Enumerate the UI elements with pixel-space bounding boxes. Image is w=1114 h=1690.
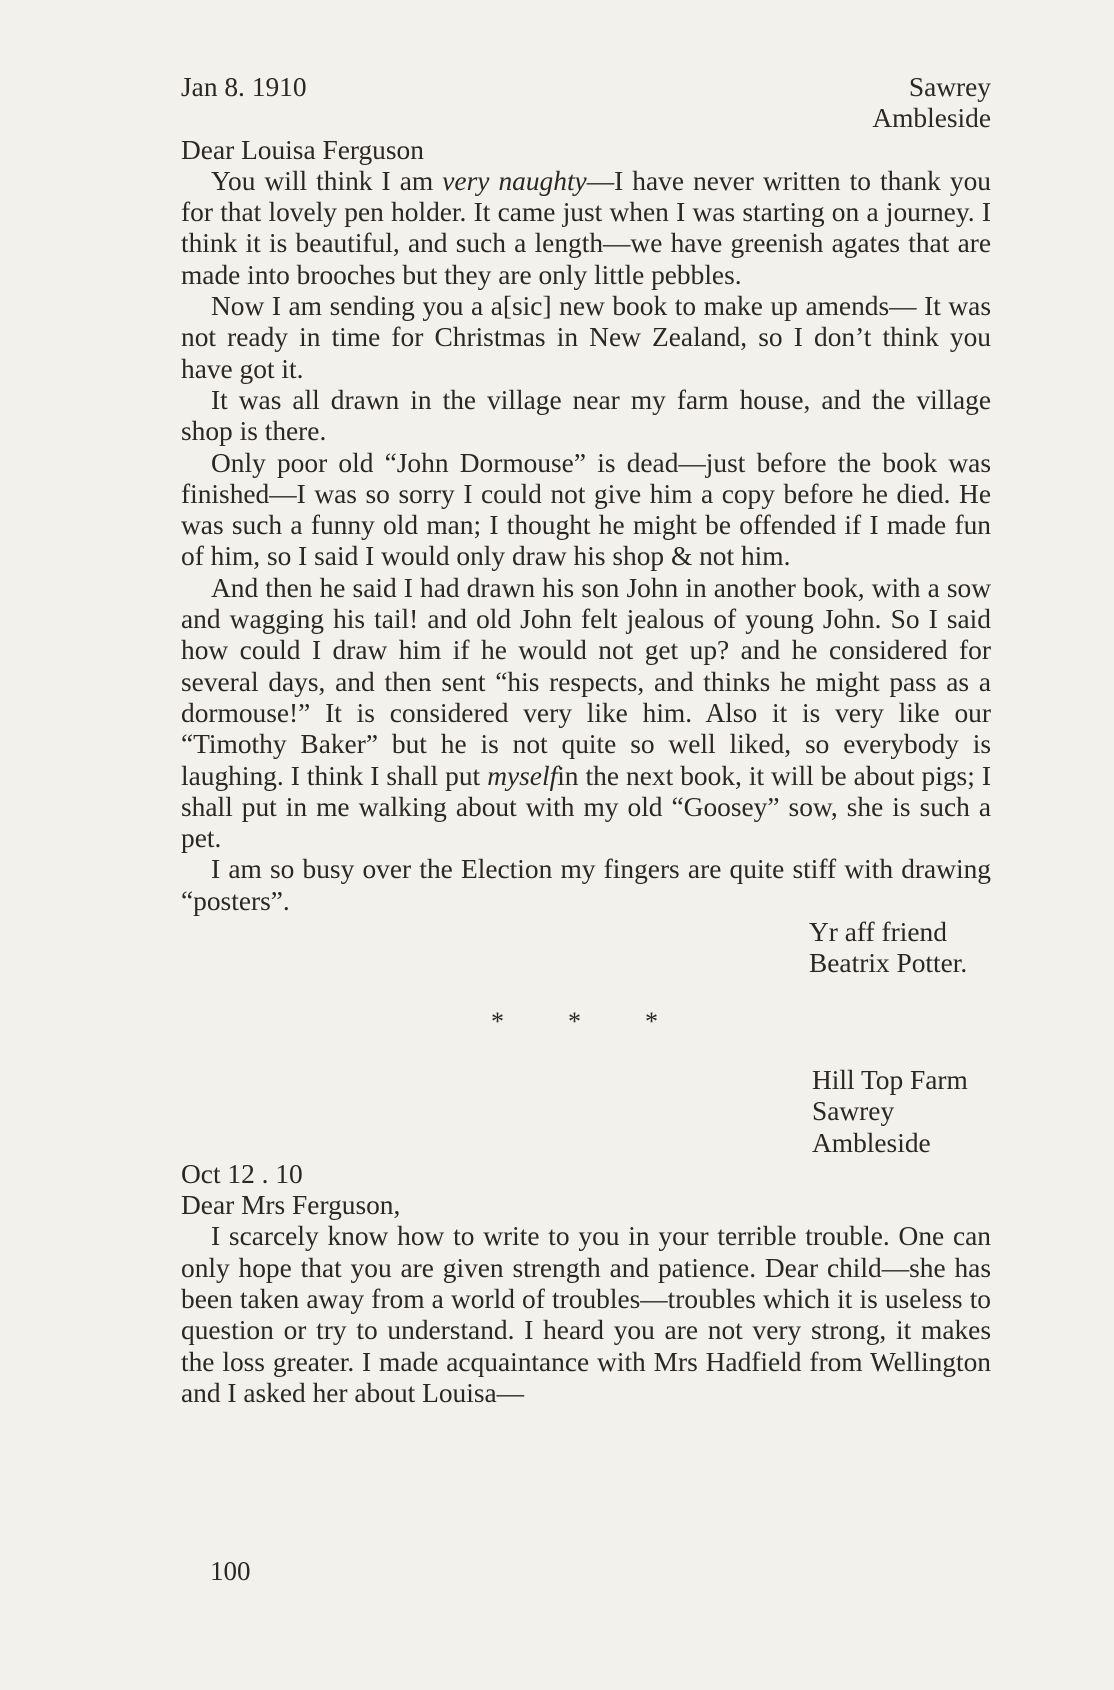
address-line: Sawrey [812,1096,895,1127]
address-line: Ambleside [812,1127,931,1158]
letter2-salutation: Dear Mrs Ferguson, [181,1190,401,1221]
letter1-salutation: Dear Louisa Ferguson [181,134,424,165]
letter2-address [812,1065,991,1159]
address-line: Ambleside [872,103,991,134]
asterisk: * [568,1006,581,1036]
letter1-paragraph-6: I am so busy over the Election my fingers are quite stiff with drawing “posters”. [181,854,991,916]
letter1-closing [809,917,991,980]
address-line: Hill Top Farm [812,1064,968,1095]
letter1-header [181,72,991,135]
emphasis-text: myself [487,760,558,791]
signature: Beatrix Potter. [809,948,968,979]
letter1-paragraph-2: Now I am sending you a a[sic] new book to make up amends— It was not ready in time for Christmas in New Zealand, so I don’t think you have got it. [181,291,991,384]
letter1-paragraph-4: Only poor old “John Dormouse” is dead—just before the book was finished—I was so sorry I could not give him a copy before he died. He was such a funny old man; I thought he might be offended if I made fun of him, so I said I would only draw his shop & not him. [181,447,991,572]
text-run: You will think I am [211,165,443,196]
text-run: And then he said I had drawn his son John in another book, with a sow and wagging his tail! and old John felt jealous of young John. So I said how could I draw him if he would not get up? and he considered for several days, and then sent “his respects, and thinks he might pass as a dormouse!” It is considered very like him. Also it is very like our “Timothy Baker” but he is not quite so well liked, so everybody is laughing. I think I shall put [181,572,991,791]
address-line: Sawrey [908,72,991,102]
text-run: —I have never written to thank you for that lovely pen holder. It came just when I was starting on a journey. I think it is beautiful, and such a length—we have greenish agates that are made into brooches but they are only little pebbles. [181,165,991,290]
letter1-date: Jan 8. 1910 [181,72,307,102]
page-number: 100 [210,1556,251,1586]
letter2-paragraph-1: I scarcely know how to write to you in your terrible trouble. One can only hope that you are given strength and patience. Dear child—she has been taken away from a world of troubles—troubles which it is useless to question or try to understand. I heard you are not very strong, it makes the loss greater. I made acquaintance with Mrs Hadfield from Wellington and I asked her about Louisa— [181,1221,991,1408]
letter1-paragraph-3: It was all drawn in the village near my farm house, and the village shop is there. [181,384,991,447]
book-page [181,72,991,1409]
asterisk: * [645,1006,658,1036]
letter1-paragraph-1 [181,166,991,291]
letter1-paragraph-5 [181,573,991,855]
closing-line: Yr aff friend [809,917,947,948]
letter2-date: Oct 12 . 10 [181,1158,303,1189]
section-separator [491,1006,991,1037]
asterisk: * [491,1006,504,1036]
text-run: in the next book, it will be about pigs; I shall put in me walking about with my old “Goosey” sow, she is such a pet. [181,760,991,854]
letter1-address [872,72,991,135]
emphasis-text: very naughty [442,165,587,196]
